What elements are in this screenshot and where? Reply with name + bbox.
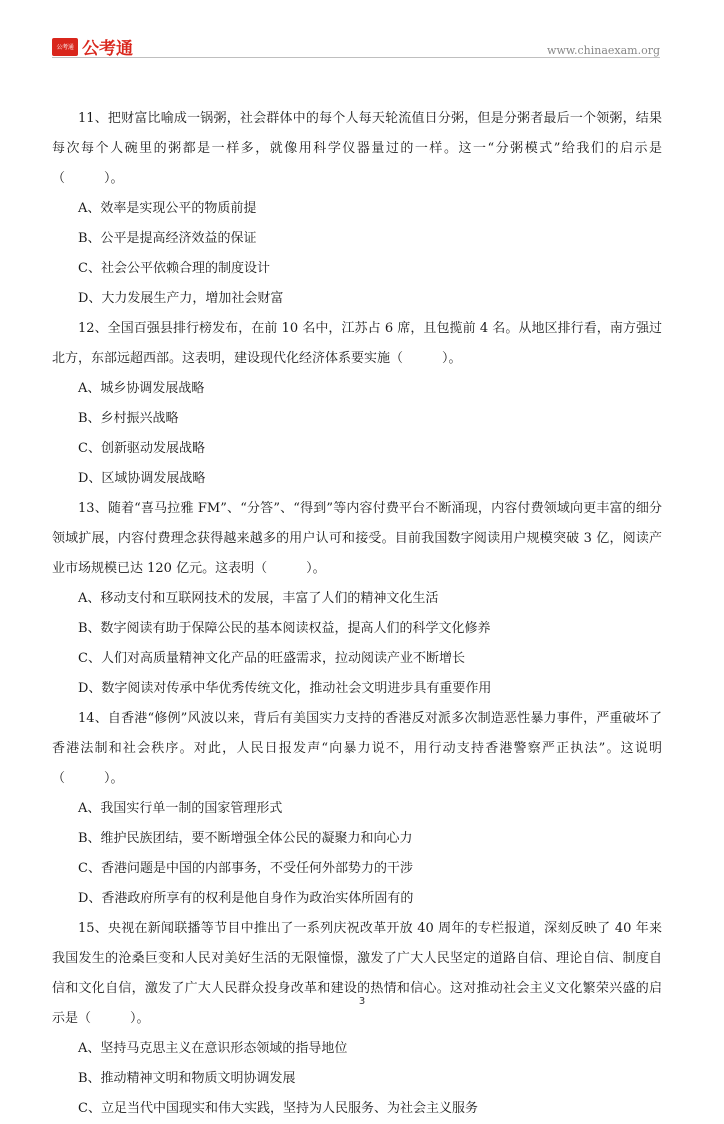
question-stem: 13、随着“喜马拉雅 FM”、“分答”、“得到”等内容付费平台不断涌现，内容付费领域向更丰富的细分领域扩展，内容付费理念获得越来越多的用户认可和接受。目前我国数字阅读用户规模突破 3 亿，阅读产业市场规模已达 120 亿元。这表明（ ）。 <box>52 501 662 576</box>
question-14 <box>52 704 662 914</box>
option-c: C、人们对高质量精神文化产品的旺盛需求，拉动阅读产业不断增长 <box>78 651 465 666</box>
question-list <box>52 104 662 1124</box>
option-c: C、立足当代中国现实和伟大实践，坚持为人民服务、为社会主义服务 <box>78 1101 478 1116</box>
logo-text: 公考通 <box>82 39 133 59</box>
page-number: 3 <box>358 996 366 1007</box>
option-b: B、数字阅读有助于保障公民的基本阅读权益，提高人们的科学文化修养 <box>78 621 491 636</box>
option-b: B、推动精神文明和物质文明协调发展 <box>78 1071 296 1086</box>
option-b: B、维护民族团结，要不断增强全体公民的凝聚力和向心力 <box>78 831 413 846</box>
option-a: A、效率是实现公平的物质前提 <box>78 201 257 216</box>
question-15 <box>52 914 662 1124</box>
option-d: D、数字阅读对传承中华优秀传统文化，推动社会文明进步具有重要作用 <box>78 681 492 696</box>
option-b: B、乡村振兴战略 <box>78 411 179 426</box>
question-stem: 11、把财富比喻成一锅粥，社会群体中的每个人每天轮流值日分粥，但是分粥者最后一个领粥，结果每次每个人碗里的粥都是一样多，就像用科学仪器量过的一样。这一“分粥模式”给我们的启示是（ ）。 <box>52 111 662 186</box>
option-a: A、移动支付和互联网技术的发展，丰富了人们的精神文化生活 <box>78 591 439 606</box>
option-d: D、香港政府所享有的权利是他自身作为政治实体所固有的 <box>78 891 414 906</box>
option-d: D、区域协调发展战略 <box>78 471 206 486</box>
question-11 <box>52 104 662 314</box>
option-a: A、坚持马克思主义在意识形态领域的指导地位 <box>78 1041 348 1056</box>
option-c: C、香港问题是中国的内部事务，不受任何外部势力的干涉 <box>78 861 413 876</box>
question-13 <box>52 494 662 704</box>
option-c: C、社会公平依赖合理的制度设计 <box>78 261 270 276</box>
page-header <box>0 0 724 62</box>
logo-badge: 公考通 <box>52 38 78 56</box>
option-a: A、城乡协调发展战略 <box>78 381 205 396</box>
question-12 <box>52 314 662 494</box>
question-stem: 12、全国百强县排行榜发布，在前 10 名中，江苏占 6 席，且包揽前 4 名。从地区排行看，南方强过北方，东部远超西部。这表明，建设现代化经济体系要实施（ ）。 <box>52 321 662 366</box>
header-divider <box>52 57 660 58</box>
question-stem: 15、央视在新闻联播等节目中推出了一系列庆祝改革开放 40 周年的专栏报道，深刻反映了 40 年来我国发生的沧桑巨变和人民对美好生活的无限憧憬，激发了广大人民坚定的道路自信、理论自信、制度自信和文化自信，激发了广大人民群众投身改革和建设的热情和信心。这对推动社会主义文化繁荣兴盛的启示是（ ）。 <box>52 921 662 1026</box>
question-stem: 14、自香港“修例”风波以来，背后有美国实力支持的香港反对派多次制造恶性暴力事件，严重破坏了香港法制和社会秩序。对此，人民日报发声“向暴力说不，用行动支持香港警察严正执法”。这说明（ ）。 <box>52 711 662 786</box>
option-a: A、我国实行单一制的国家管理形式 <box>78 801 283 816</box>
logo <box>52 34 133 59</box>
option-d: D、大力发展生产力，增加社会财富 <box>78 291 284 306</box>
option-b: B、公平是提高经济效益的保证 <box>78 231 257 246</box>
option-c: C、创新驱动发展战略 <box>78 441 205 456</box>
site-url: www.chinaexam.org <box>547 44 660 57</box>
